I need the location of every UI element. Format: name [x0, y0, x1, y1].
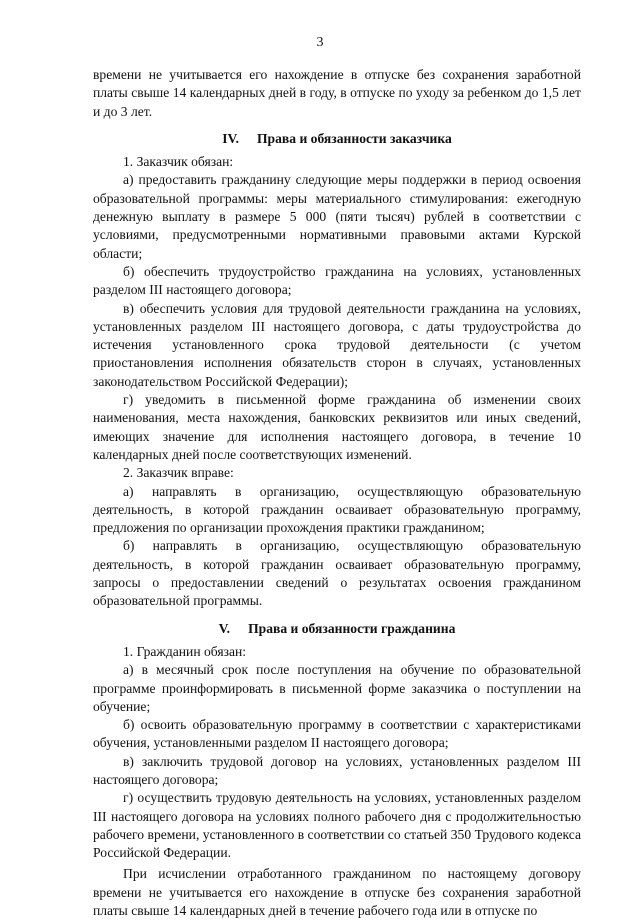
section-heading-4	[93, 130, 581, 148]
paragraph: 2. Заказчик вправе:	[123, 465, 234, 481]
section-number: IV.	[222, 130, 239, 146]
paragraph: а) предоставить гражданину следующие меры поддержки в период освоения образовательной программы: меры материального стимулирования: ежегодную денежную выплату в размере 5 000 (пяти тысяч) рублей в соответствии с условиями, предусмотренными нормативными правовыми актами Курской области;	[93, 172, 581, 261]
paragraph: времени не учитывается его нахождение в отпуске без сохранения заработной платы свыше 14 календарных дней в году, в отпуске по уходу за ребенком до 1,5 лет и до 3 лет.	[93, 67, 581, 119]
paragraph: б) обеспечить трудоустройство гражданина на условиях, установленных разделом III настоящего договора;	[93, 263, 581, 298]
paragraph: в) обеспечить условия для трудовой деятельности гражданина на условиях, установленных разделом III настоящего договора, с даты трудоустройства до истечения установленного срока трудовой деятельности (с учетом приостановления исполнения обязательств сторон в случаях, установленных законодательством Российской Федерации);	[93, 300, 581, 389]
document-body	[93, 66, 581, 920]
paragraph: а) в месячный срок после поступления на обучение по образовательной программе проинформировать в письменной форме заказчика о поступлении на обучение;	[93, 662, 581, 714]
paragraph: При исчислении отработанного гражданином по настоящему договору времени не учитывается его нахождение в отпуске без сохранения заработной платы свыше 14 календарных дней в течение рабочего года или в отпуске по	[93, 866, 581, 919]
paragraph: в) заключить трудовой договор на условиях, установленных разделом III настоящего договора;	[93, 753, 581, 787]
paragraph: 1. Гражданин обязан:	[123, 643, 247, 659]
paragraph: б) направлять в организацию, осуществляющую образовательную деятельность, в которой гражданин осваивает образовательную программу, запросы о предоставлении сведений о результатах освоения гражданином образовательной программы.	[93, 538, 581, 609]
paragraph: г) осуществить трудовую деятельность на условиях, установленных разделом III настоящего договора на условиях полного рабочего дня с продолжительностью рабочего времени, установленного в соответствии со статьей 350 Трудового кодекса Российской Федерации.	[93, 790, 581, 861]
paragraph: 1. Заказчик обязан:	[123, 154, 234, 170]
paragraph: б) освоить образовательную программу в соответствии с характеристиками обучения, установленными разделом II настоящего договора;	[93, 717, 581, 751]
paragraph: г) уведомить в письменной форме гражданина об изменении своих наименования, места нахождения, банковских реквизитов или иных сведений, имеющих значение для исполнения настоящего договора, в течение 10 календарных дней после соответствующих изменений.	[93, 392, 581, 462]
paragraph: а) направлять в организацию, осуществляющую образовательную деятельность, в которой гражданин осваивает образовательную программу, предложения по организации прохождения практики гражданином;	[93, 483, 581, 536]
section-title: Права и обязанности заказчика	[256, 130, 452, 146]
section-number: V.	[218, 620, 231, 636]
section-heading-5	[93, 620, 581, 638]
section-title: Права и обязанности гражданина	[248, 620, 456, 636]
page-number: 3	[316, 35, 324, 50]
